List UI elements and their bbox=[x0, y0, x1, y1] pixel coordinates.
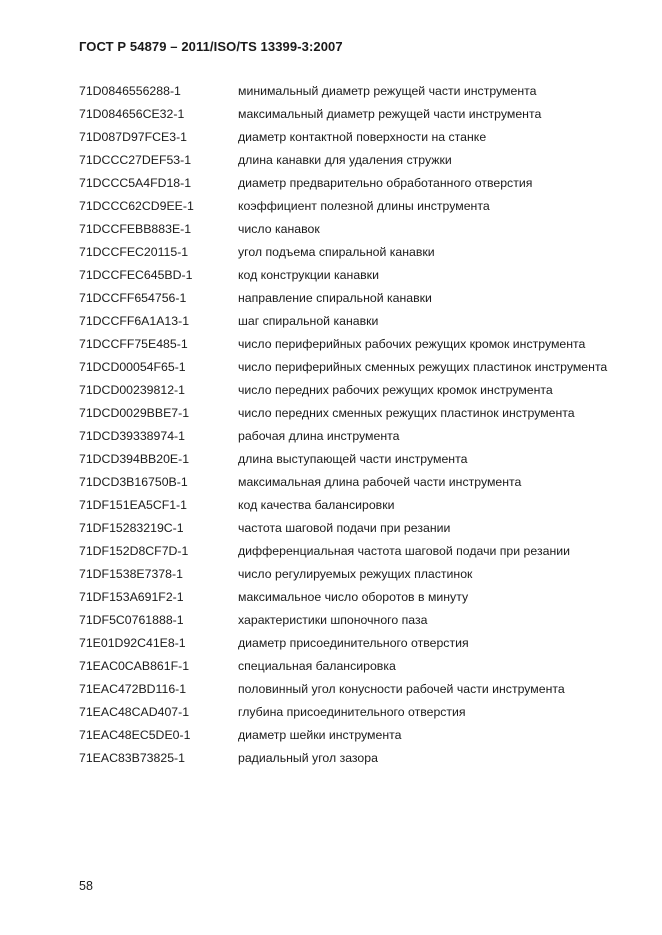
term-description: рабочая длина инструмента bbox=[238, 429, 400, 443]
glossary-row bbox=[79, 218, 619, 241]
glossary-row bbox=[79, 379, 619, 402]
glossary-list bbox=[79, 80, 619, 770]
glossary-row bbox=[79, 747, 619, 770]
glossary-row bbox=[79, 149, 619, 172]
term-description: угол подъема спиральной канавки bbox=[238, 245, 435, 259]
term-code: 71DCCFF6A1A13-1 bbox=[79, 314, 190, 328]
term-description: дифференциальная частота шаговой подачи при резании bbox=[238, 544, 570, 558]
glossary-row bbox=[79, 287, 619, 310]
term-code: 71EAC48EC5DE0-1 bbox=[79, 728, 191, 742]
term-description: минимальный диаметр режущей части инструмента bbox=[238, 84, 537, 98]
term-description: диаметр шейки инструмента bbox=[238, 728, 402, 742]
term-description: шаг спиральной канавки bbox=[238, 314, 379, 328]
term-code: 71EAC0CAB861F-1 bbox=[79, 659, 190, 673]
term-description: код конструкции канавки bbox=[238, 268, 379, 282]
term-description: диаметр предварительно обработанного отверстия bbox=[238, 176, 533, 190]
term-description: коэффициент полезной длины инструмента bbox=[238, 199, 490, 213]
glossary-row bbox=[79, 586, 619, 609]
glossary-row bbox=[79, 333, 619, 356]
term-description: код качества балансировки bbox=[238, 498, 395, 512]
glossary-row bbox=[79, 241, 619, 264]
glossary-row bbox=[79, 701, 619, 724]
glossary-row bbox=[79, 540, 619, 563]
term-code: 71D087D97FCE3-1 bbox=[79, 130, 188, 144]
term-description: характеристики шпоночного паза bbox=[238, 613, 428, 627]
term-code: 71DCD00054F65-1 bbox=[79, 360, 186, 374]
term-code: 71DCCFF654756-1 bbox=[79, 291, 187, 305]
term-code: 71EAC48CAD407-1 bbox=[79, 705, 190, 719]
term-code: 71D0846556288-1 bbox=[79, 84, 181, 98]
glossary-row bbox=[79, 356, 619, 379]
term-description: направление спиральной канавки bbox=[238, 291, 432, 305]
glossary-row bbox=[79, 655, 619, 678]
glossary-row bbox=[79, 425, 619, 448]
glossary-row bbox=[79, 563, 619, 586]
term-description: глубина присоединительного отверстия bbox=[238, 705, 466, 719]
glossary-row bbox=[79, 264, 619, 287]
term-code: 71EAC472BD116-1 bbox=[79, 682, 187, 696]
glossary-row bbox=[79, 724, 619, 747]
term-code: 71DF153A691F2-1 bbox=[79, 590, 184, 604]
term-code: 71DCCC62CD9EE-1 bbox=[79, 199, 194, 213]
term-code: 71DCCC5A4FD18-1 bbox=[79, 176, 192, 190]
term-description: диаметр присоединительного отверстия bbox=[238, 636, 469, 650]
term-description: максимальный диаметр режущей части инструмента bbox=[238, 107, 542, 121]
glossary-row bbox=[79, 632, 619, 655]
term-description: частота шаговой подачи при резании bbox=[238, 521, 451, 535]
glossary-row bbox=[79, 172, 619, 195]
term-description: длина выступающей части инструмента bbox=[238, 452, 468, 466]
glossary-row bbox=[79, 517, 619, 540]
term-code: 71DF5C0761888-1 bbox=[79, 613, 184, 627]
term-code: 71DF15283219C-1 bbox=[79, 521, 184, 535]
term-description: радиальный угол зазора bbox=[238, 751, 378, 765]
page-number: 58 bbox=[79, 879, 93, 893]
document-header: ГОСТ Р 54879 – 2011/ISO/TS 13399-3:2007 bbox=[79, 39, 343, 54]
term-code: 71DCD394BB20E-1 bbox=[79, 452, 190, 466]
glossary-row bbox=[79, 80, 619, 103]
term-code: 71DCCC27DEF53-1 bbox=[79, 153, 192, 167]
term-code: 71DCD39338974-1 bbox=[79, 429, 185, 443]
term-code: 71DCCFEBB883E-1 bbox=[79, 222, 192, 236]
term-code: 71DCD3B16750B-1 bbox=[79, 475, 188, 489]
term-code: 71EAC83B73825-1 bbox=[79, 751, 185, 765]
glossary-row bbox=[79, 494, 619, 517]
term-code: 71DCCFEC20115-1 bbox=[79, 245, 189, 259]
term-code: 71DCCFF75E485-1 bbox=[79, 337, 188, 351]
term-code: 71DF151EA5CF1-1 bbox=[79, 498, 187, 512]
glossary-row bbox=[79, 195, 619, 218]
glossary-row bbox=[79, 126, 619, 149]
glossary-row bbox=[79, 471, 619, 494]
term-description: специальная балансировка bbox=[238, 659, 396, 673]
glossary-row bbox=[79, 609, 619, 632]
term-description: число периферийных рабочих режущих кромок инструмента bbox=[238, 337, 586, 351]
glossary-row bbox=[79, 448, 619, 471]
term-code: 71E01D92C41E8-1 bbox=[79, 636, 186, 650]
glossary-row bbox=[79, 310, 619, 333]
term-code: 71DCD00239812-1 bbox=[79, 383, 185, 397]
term-code: 71DF152D8CF7D-1 bbox=[79, 544, 189, 558]
glossary-row bbox=[79, 103, 619, 126]
term-description: половинный угол конусности рабочей части инструмента bbox=[238, 682, 565, 696]
term-description: число периферийных сменных режущих пластинок инструмента bbox=[238, 360, 608, 374]
term-description: диаметр контактной поверхности на станке bbox=[238, 130, 487, 144]
glossary-row bbox=[79, 402, 619, 425]
term-code: 71D084656CE32-1 bbox=[79, 107, 185, 121]
term-description: максимальное число оборотов в минуту bbox=[238, 590, 469, 604]
term-code: 71DF1538E7378-1 bbox=[79, 567, 183, 581]
term-description: число канавок bbox=[238, 222, 320, 236]
term-description: длина канавки для удаления стружки bbox=[238, 153, 452, 167]
term-description: число регулируемых режущих пластинок bbox=[238, 567, 473, 581]
term-description: число передних сменных режущих пластинок инструмента bbox=[238, 406, 575, 420]
glossary-row bbox=[79, 678, 619, 701]
term-code: 71DCCFEC645BD-1 bbox=[79, 268, 193, 282]
term-code: 71DCD0029BBE7-1 bbox=[79, 406, 190, 420]
term-description: число передних рабочих режущих кромок инструмента bbox=[238, 383, 553, 397]
term-description: максимальная длина рабочей части инструмента bbox=[238, 475, 522, 489]
